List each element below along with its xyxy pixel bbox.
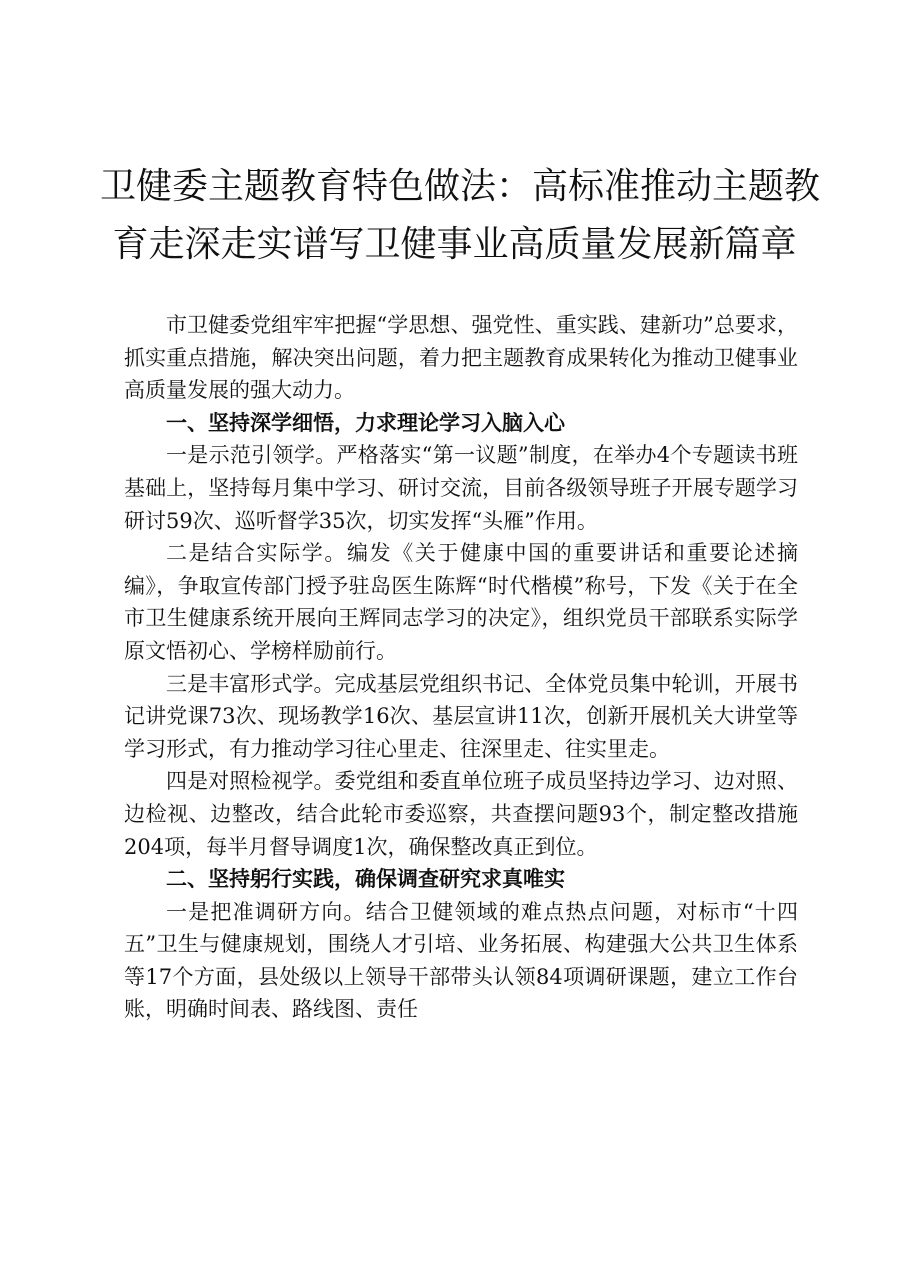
body-paragraph: 三是丰富形式学。完成基层党组织书记、全体党员集中轮训，开展书记讲党课73次、现场教学16次、基层宣讲11次，创新开展机关大讲堂等学习形式，有力推动学习往心里走、往深里走、往实里走。 — [124, 671, 798, 761]
document-title — [100, 158, 821, 274]
body-paragraph: 一是把准调研方向。结合卫健领域的难点热点问题，对标市“十四五”卫生与健康规划，围绕人才引培、业务拓展、构建强大公共卫生体系等17个方面，县处级以上领导干部带头认领84项调研课题，建立工作台账，明确时间表、路线图、责任 — [124, 899, 798, 1022]
document-body — [124, 309, 798, 1026]
intro-paragraph: 市卫健委党组牢牢把握“学思想、强党性、重实践、建新功”总要求，抓实重点措施，解决突出问题，着力把主题教育成果转化为推动卫健事业高质量发展的强大动力。 — [124, 313, 798, 403]
body-paragraph: 二是结合实际学。编发《关于健康中国的重要讲话和重要论述摘编》，争取宣传部门授予驻岛医生陈辉“时代楷模”称号，下发《关于在全市卫生健康系统开展向王辉同志学习的决定》，组织党员干部联系实际学原文悟初心、学榜样励前行。 — [124, 541, 798, 663]
title-line-2: 育走深走实谱写卫健事业高质量发展新篇章 — [112, 224, 797, 265]
title-line-1: 卫健委主题教育特色做法：高标准推动主题教 — [100, 166, 821, 207]
section-heading-1: 一、坚持深学细悟，力求理论学习入脑入心 — [166, 410, 565, 435]
section-heading-2: 二、坚持躬行实践，确保调查研究求真唯实 — [166, 867, 565, 892]
body-paragraph: 四是对照检视学。委党组和委直单位班子成员坚持边学习、边对照、边检视、边整改，结合此轮市委巡察，共查摆问题93个，制定整改措施204项，每半月督导调度1次，确保整改真正到位。 — [124, 769, 798, 859]
body-paragraph: 一是示范引领学。严格落实“第一议题”制度，在举办4个专题读书班基础上，坚持每月集中学习、研讨交流，目前各级领导班子开展专题学习研讨59次、巡听督学35次，切实发挥“头雁”作用。 — [124, 443, 798, 533]
